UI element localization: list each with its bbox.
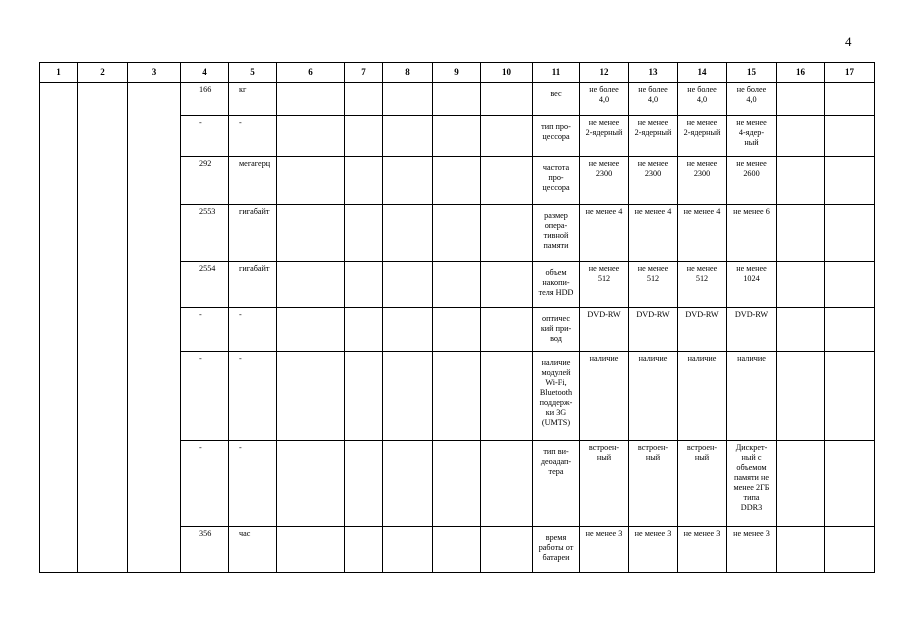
value-cell: не менее 3	[678, 527, 727, 573]
value-cell: DVD-RW	[727, 308, 777, 352]
value-cell: встроен- ный	[629, 441, 678, 527]
value-cell: не менее 4-ядер- ный	[727, 116, 777, 157]
value-cell: не менее 2300	[678, 157, 727, 205]
value-cell: не менее 6	[727, 205, 777, 262]
empty-cell	[277, 205, 345, 262]
column-header: 13	[629, 63, 678, 83]
value-cell: не менее 2600	[727, 157, 777, 205]
unit-cell: -	[229, 308, 277, 352]
value-cell: не менее 2300	[629, 157, 678, 205]
empty-cell	[345, 262, 383, 308]
empty-cell	[383, 157, 433, 205]
empty-cell	[777, 157, 825, 205]
empty-cell	[825, 527, 875, 573]
empty-cell	[481, 116, 533, 157]
column-header: 12	[580, 63, 629, 83]
empty-cell	[345, 441, 383, 527]
value-cell: не более 4,0	[629, 83, 678, 116]
value-cell: не менее 3	[629, 527, 678, 573]
column-header: 7	[345, 63, 383, 83]
column-header: 17	[825, 63, 875, 83]
empty-cell	[825, 83, 875, 116]
value-cell: не менее 2-ядерный	[580, 116, 629, 157]
empty-cell	[777, 262, 825, 308]
empty-cell	[825, 308, 875, 352]
parameter-name-cell: объем накопи- теля HDD	[533, 262, 580, 308]
empty-cell	[481, 157, 533, 205]
empty-cell	[433, 308, 481, 352]
empty-cell	[383, 441, 433, 527]
empty-cell	[825, 116, 875, 157]
empty-cell	[277, 441, 345, 527]
empty-cell	[777, 441, 825, 527]
value-cell: Дискрет- ный с объемом памяти не менее 2ГБ типа DDR3	[727, 441, 777, 527]
okei-code-cell: 166	[181, 83, 229, 116]
empty-cell	[277, 83, 345, 116]
empty-cell	[383, 83, 433, 116]
unit-cell: -	[229, 441, 277, 527]
empty-cell	[277, 527, 345, 573]
empty-cell	[433, 441, 481, 527]
empty-cell	[433, 205, 481, 262]
empty-cell	[383, 527, 433, 573]
empty-cell	[345, 527, 383, 573]
parameter-name-cell: наличие модулей Wi-Fi, Bluetooth поддерж- ки 3G (UMTS)	[533, 352, 580, 441]
column-header: 1	[40, 63, 78, 83]
parameter-name-cell: тип про- цессора	[533, 116, 580, 157]
empty-cell	[345, 116, 383, 157]
empty-cell	[277, 157, 345, 205]
empty-cell	[481, 441, 533, 527]
column-header: 11	[533, 63, 580, 83]
empty-cell	[777, 308, 825, 352]
parameter-name-cell: вес	[533, 83, 580, 116]
empty-cell	[345, 352, 383, 441]
merged-cell-col3	[128, 83, 181, 573]
okei-code-cell: -	[181, 352, 229, 441]
value-cell: DVD-RW	[629, 308, 678, 352]
value-cell: встроен- ный	[678, 441, 727, 527]
empty-cell	[777, 205, 825, 262]
empty-cell	[345, 205, 383, 262]
value-cell: не менее 3	[727, 527, 777, 573]
okei-code-cell: 292	[181, 157, 229, 205]
parameter-name-cell: время работы от батареи	[533, 527, 580, 573]
table-row	[40, 83, 875, 116]
unit-cell: кг	[229, 83, 277, 116]
column-header: 16	[777, 63, 825, 83]
value-cell: DVD-RW	[580, 308, 629, 352]
okei-code-cell: -	[181, 116, 229, 157]
parameter-name-cell: оптичес кий при- вод	[533, 308, 580, 352]
value-cell: наличие	[678, 352, 727, 441]
column-header: 15	[727, 63, 777, 83]
empty-cell	[777, 352, 825, 441]
page-number: 4	[845, 34, 852, 49]
empty-cell	[481, 83, 533, 116]
empty-cell	[825, 441, 875, 527]
value-cell: не менее 2-ядерный	[678, 116, 727, 157]
empty-cell	[481, 308, 533, 352]
specification-table	[39, 62, 875, 573]
column-header: 10	[481, 63, 533, 83]
value-cell: наличие	[727, 352, 777, 441]
unit-cell: гигабайт	[229, 205, 277, 262]
empty-cell	[481, 205, 533, 262]
column-header: 8	[383, 63, 433, 83]
empty-cell	[481, 352, 533, 441]
okei-code-cell: -	[181, 308, 229, 352]
merged-cell-col2	[78, 83, 128, 573]
merged-cell-col1	[40, 83, 78, 573]
value-cell: не менее 512	[678, 262, 727, 308]
value-cell: не более 4,0	[727, 83, 777, 116]
value-cell: не менее 1024	[727, 262, 777, 308]
column-header: 2	[78, 63, 128, 83]
empty-cell	[277, 352, 345, 441]
value-cell: не менее 3	[580, 527, 629, 573]
okei-code-cell: 2553	[181, 205, 229, 262]
empty-cell	[383, 116, 433, 157]
column-number-row	[40, 63, 875, 83]
empty-cell	[433, 352, 481, 441]
value-cell: не более 4,0	[678, 83, 727, 116]
value-cell: не менее 2-ядерный	[629, 116, 678, 157]
value-cell: не менее 4	[580, 205, 629, 262]
value-cell: не более 4,0	[580, 83, 629, 116]
empty-cell	[433, 83, 481, 116]
unit-cell: -	[229, 116, 277, 157]
value-cell: наличие	[580, 352, 629, 441]
empty-cell	[777, 527, 825, 573]
empty-cell	[433, 116, 481, 157]
empty-cell	[433, 527, 481, 573]
empty-cell	[277, 262, 345, 308]
okei-code-cell: -	[181, 441, 229, 527]
empty-cell	[433, 157, 481, 205]
empty-cell	[777, 116, 825, 157]
empty-cell	[345, 308, 383, 352]
empty-cell	[481, 527, 533, 573]
column-header: 14	[678, 63, 727, 83]
value-cell: не менее 4	[629, 205, 678, 262]
value-cell: наличие	[629, 352, 678, 441]
unit-cell: мегагерц	[229, 157, 277, 205]
parameter-name-cell: частота про- цессора	[533, 157, 580, 205]
parameter-name-cell: размер опера- тивной памяти	[533, 205, 580, 262]
value-cell: встроен- ный	[580, 441, 629, 527]
value-cell: не менее 2300	[580, 157, 629, 205]
empty-cell	[345, 83, 383, 116]
unit-cell: -	[229, 352, 277, 441]
empty-cell	[383, 308, 433, 352]
empty-cell	[383, 205, 433, 262]
empty-cell	[383, 262, 433, 308]
empty-cell	[825, 262, 875, 308]
okei-code-cell: 2554	[181, 262, 229, 308]
empty-cell	[433, 262, 481, 308]
column-header: 5	[229, 63, 277, 83]
column-header: 6	[277, 63, 345, 83]
column-header: 3	[128, 63, 181, 83]
empty-cell	[825, 157, 875, 205]
okei-code-cell: 356	[181, 527, 229, 573]
empty-cell	[277, 116, 345, 157]
empty-cell	[383, 352, 433, 441]
value-cell: не менее 512	[580, 262, 629, 308]
empty-cell	[777, 83, 825, 116]
unit-cell: час	[229, 527, 277, 573]
unit-cell: гигабайт	[229, 262, 277, 308]
value-cell: не менее 4	[678, 205, 727, 262]
value-cell: DVD-RW	[678, 308, 727, 352]
column-header: 9	[433, 63, 481, 83]
value-cell: не менее 512	[629, 262, 678, 308]
column-header: 4	[181, 63, 229, 83]
empty-cell	[345, 157, 383, 205]
empty-cell	[481, 262, 533, 308]
empty-cell	[825, 352, 875, 441]
empty-cell	[825, 205, 875, 262]
empty-cell	[277, 308, 345, 352]
parameter-name-cell: тип ви- деоадап- тера	[533, 441, 580, 527]
